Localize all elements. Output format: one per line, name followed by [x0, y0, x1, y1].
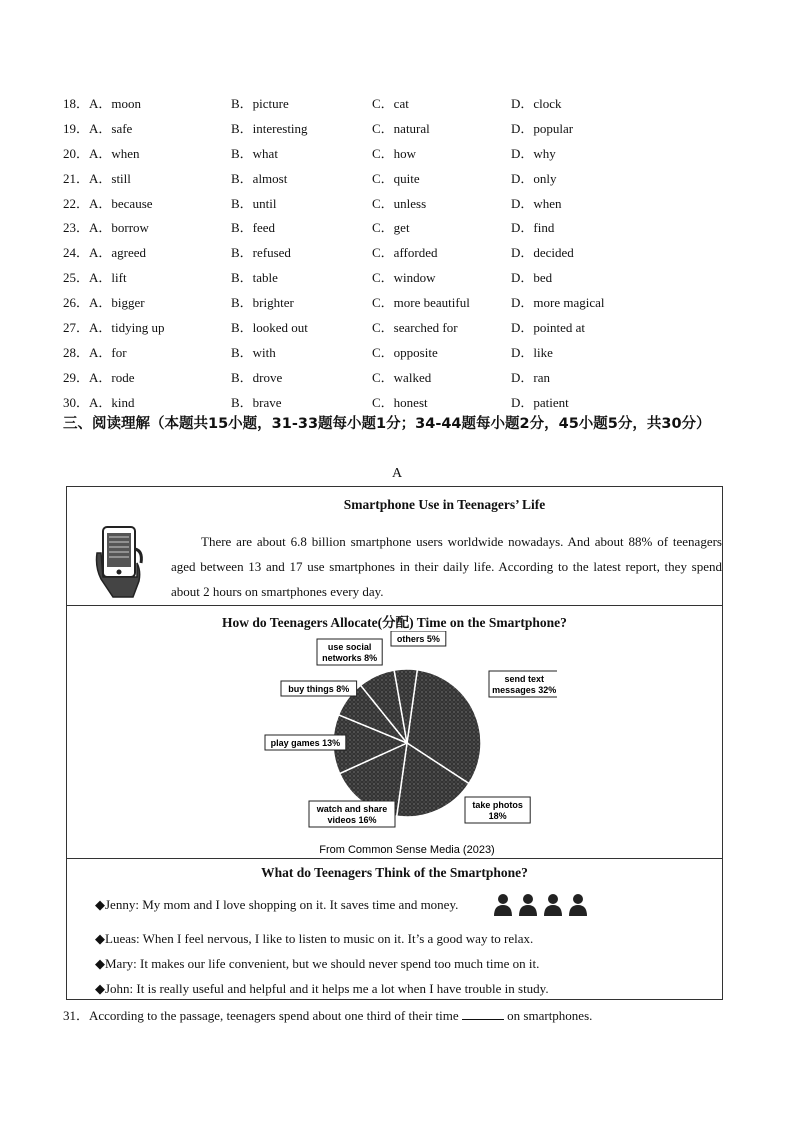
option-choice: C．window — [372, 270, 436, 286]
option-row — [63, 115, 723, 140]
option-choice: C．opposite — [372, 344, 438, 360]
option-choice: 26．A．bigger — [63, 295, 145, 311]
option-choice: B．what — [231, 145, 278, 161]
svg-text:watch and share: watch and share — [316, 804, 388, 814]
option-choice: C．unless — [372, 195, 427, 211]
pie-label — [391, 631, 446, 646]
option-choice: D．more magical — [511, 295, 605, 311]
opinion-jenny: ◆Jenny: My mom and I love shopping on it. It saves time and money. — [95, 897, 459, 912]
option-choice: B．with — [231, 344, 276, 360]
passage-box — [66, 486, 723, 1000]
option-choice: D．decided — [511, 245, 574, 261]
option-row — [63, 90, 723, 115]
option-choice: 28．A．for — [63, 344, 127, 360]
svg-text:play games 13%: play games 13% — [270, 738, 341, 748]
option-choice: D．when — [511, 195, 562, 211]
option-choice: B．brave — [231, 394, 282, 410]
option-choice: 19．A．safe — [63, 120, 133, 136]
option-choice: 30．A．kind — [63, 394, 135, 410]
divider — [67, 605, 722, 606]
smartphone-hand-icon — [93, 523, 149, 601]
option-row — [63, 364, 723, 389]
question-text-end: on smartphones. — [507, 1008, 593, 1023]
option-choice: 29．A．rode — [63, 369, 135, 385]
option-choice: 21．A．still — [63, 170, 131, 186]
question-text: 31．According to the passage, teenagers spend about one third of their time — [63, 1008, 459, 1023]
option-row — [63, 214, 723, 239]
option-choice: 22．A．because — [63, 195, 153, 211]
option-choice: C．more beautiful — [372, 295, 470, 311]
option-choice: D．bed — [511, 270, 553, 286]
pie-label — [489, 671, 557, 697]
option-row — [63, 389, 723, 414]
answer-blank[interactable] — [462, 1008, 504, 1020]
option-choice: B．brighter — [231, 295, 294, 311]
option-choice: B．interesting — [231, 120, 308, 136]
option-choice: C．honest — [372, 394, 428, 410]
option-choice: D．find — [511, 220, 555, 236]
pie-label — [281, 681, 357, 696]
option-choice: C．walked — [372, 369, 432, 385]
pie-label — [465, 797, 530, 823]
svg-text:18%: 18% — [488, 811, 507, 821]
passage-label: A — [391, 466, 403, 481]
chart-source: From Common Sense Media (2023) — [319, 844, 495, 856]
option-choice: D．why — [511, 145, 556, 161]
pie-label — [317, 639, 382, 665]
option-row — [63, 264, 723, 289]
pie-chart — [257, 631, 557, 857]
option-choice: B．feed — [231, 220, 276, 236]
option-choice: D．only — [511, 170, 557, 186]
option-row — [63, 339, 723, 364]
people-icons — [491, 892, 591, 916]
svg-text:buy things 8%: buy things 8% — [288, 684, 350, 694]
intro-title: Smartphone Use in Teenagers’ Life — [343, 497, 546, 512]
option-choice: 24．A．agreed — [63, 245, 147, 261]
svg-text:others 5%: others 5% — [396, 634, 440, 644]
option-row — [63, 140, 723, 165]
option-choice: D．patient — [511, 394, 569, 410]
option-choice: B．until — [231, 195, 277, 211]
svg-text:messages 32%: messages 32% — [492, 685, 557, 695]
option-choice: C．cat — [372, 95, 409, 111]
option-choice: C．get — [372, 220, 410, 236]
opinion-john: ◆John: It is really useful and helpful and it helps me a lot when I have trouble in study. — [95, 981, 549, 996]
opinions-title: What do Teenagers Think of the Smartphone? — [261, 865, 528, 880]
option-row — [63, 239, 723, 264]
svg-text:use social: use social — [327, 642, 372, 652]
option-choice: B．almost — [231, 170, 288, 186]
opinion-lueas: ◆Lueas: When I feel nervous, I like to listen to music on it. It’s a good way to relax. — [95, 931, 534, 946]
option-row — [63, 289, 723, 314]
option-row — [63, 314, 723, 339]
pie-label — [265, 735, 346, 750]
option-choice: B．picture — [231, 95, 289, 111]
option-choice: D．popular — [511, 120, 574, 136]
option-choice: C．quite — [372, 170, 420, 186]
intro-text: There are about 6.8 billion smartphone users worldwide nowadays. And about 88% of teenagers aged between 13 and 17 use smartphones in their daily life. According to the latest report, they spend about 2 hours on smartphones every day. — [171, 534, 722, 599]
option-choice: 27．A．tidying up — [63, 319, 165, 335]
option-choice: C．natural — [372, 120, 430, 136]
options-table — [63, 90, 723, 414]
divider — [67, 858, 722, 859]
option-choice: B．looked out — [231, 319, 308, 335]
svg-text:networks 8%: networks 8% — [322, 653, 378, 663]
option-choice: D．ran — [511, 369, 550, 385]
option-row — [63, 190, 723, 215]
option-choice: B．table — [231, 270, 278, 286]
svg-text:take photos: take photos — [472, 800, 523, 810]
option-choice: D．clock — [511, 95, 562, 111]
question-31 — [63, 1005, 592, 1024]
option-choice: 25．A．lift — [63, 270, 127, 286]
svg-text:videos 16%: videos 16% — [327, 815, 377, 825]
option-choice: B．refused — [231, 245, 291, 261]
section-heading: 三、阅读理解（本题共15小题，31-33题每小题1分；34-44题每小题2分，45小题5分，共30分） — [63, 416, 711, 432]
option-choice: C．how — [372, 145, 417, 161]
pie-label — [309, 801, 395, 827]
option-choice: 18．A．moon — [63, 95, 142, 111]
opinion-mary: ◆Mary: It makes our life convenient, but we should never spend too much time on it. — [95, 956, 540, 971]
chart-title: How do Teenagers Allocate(分配) Time on the Smartphone? — [222, 615, 567, 630]
option-choice: D．like — [511, 344, 553, 360]
option-choice: 23．A．borrow — [63, 220, 149, 236]
option-choice: D．pointed at — [511, 319, 586, 335]
option-choice: 20．A．when — [63, 145, 140, 161]
option-choice: C．afforded — [372, 245, 438, 261]
svg-text:send text: send text — [504, 674, 544, 684]
option-row — [63, 165, 723, 190]
option-choice: B．drove — [231, 369, 283, 385]
option-choice: C．searched for — [372, 319, 458, 335]
